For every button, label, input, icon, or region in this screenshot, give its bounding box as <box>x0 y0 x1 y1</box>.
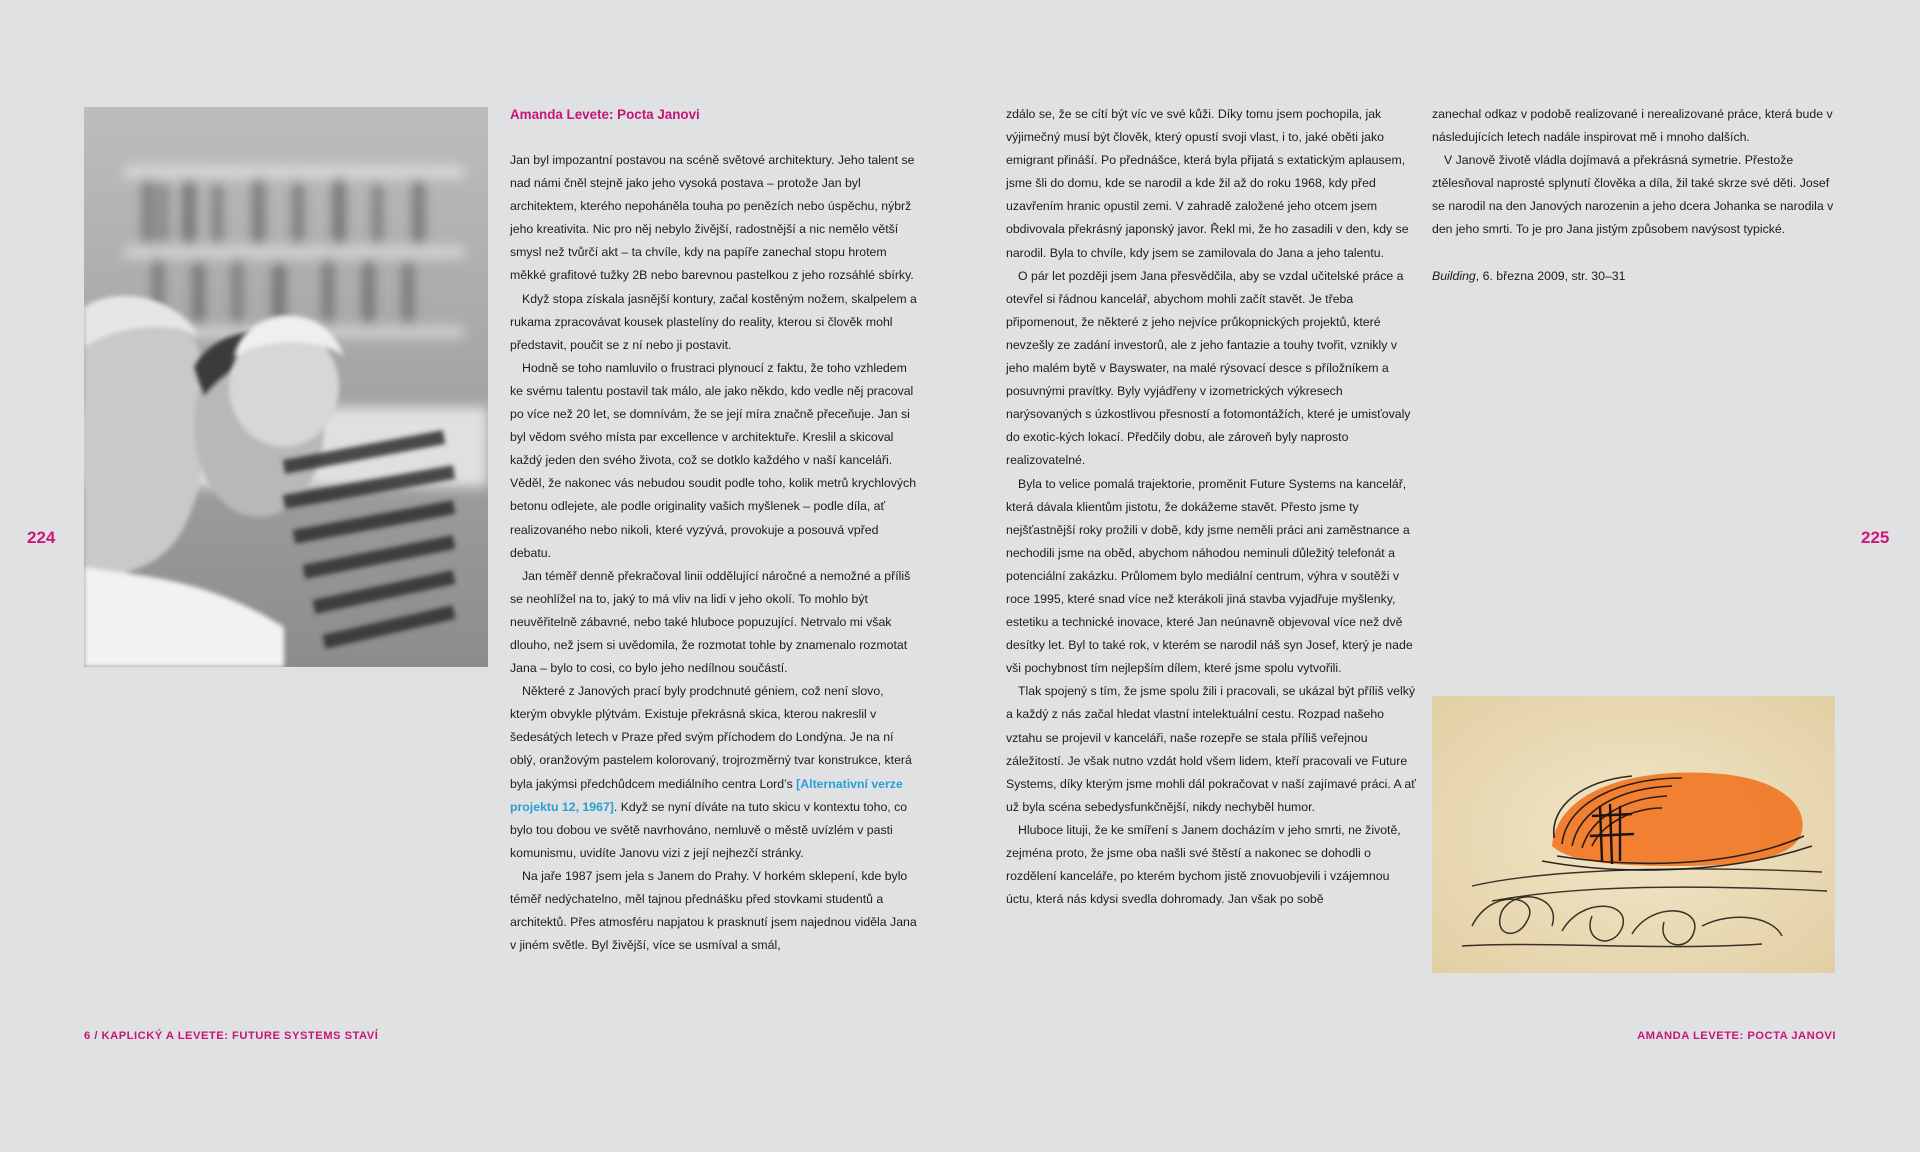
project-cross-reference-link[interactable]: [Alternativní verze projektu 12, 1967] <box>510 776 903 814</box>
source-details: , 6. března 2009, str. 30–31 <box>1475 268 1626 283</box>
paragraph <box>510 680 920 865</box>
page-number-left: 224 <box>27 528 56 547</box>
source-title: Building <box>1432 268 1476 283</box>
paragraph: Hluboce lituji, že ke smíření s Janem docházím v jeho smrti, ne životě, zejména proto, že jsme oba našli své štěstí a nakonec se dohodli o rozdělení kanceláře, po kterém bychom jistě znovuobjevili i vzájemnou úctu, která nás kdysi svedla dohromady. Jan však po sobě <box>1006 822 1401 907</box>
text-column-3 <box>1432 103 1842 288</box>
paragraph: Tlak spojený s tím, že jsme spolu žili i pracovali, se ukázal být příliš velký a každý z nás začal hledat vlastní intelektuální cestu. Rozpad našeho vztahu se projevil v kanceláři, naše rozepře se stala příliš veřejnou záležitostí. Je však nutno vzdát hold všem lidem, kteří pracovali ve Future Systems, díky kterým jsme mohli dál pokračovat v naší zajímavé práci. A ať už byla scéna sebedysfunkčnější, nikdy nechyběl humor. <box>1006 684 1416 814</box>
paragraph-text: . Když se nyní díváte na tuto skicu v kontextu toho, co bylo tou dobou ve světě navrhováno, nemluvě o městě uvízlém v pasti komunismu, uvidíte Janovu vizi z její nejhezčí stránky. <box>510 799 908 860</box>
paragraph: O pár let později jsem Jana přesvědčila, aby se vzdal učitelské práce a otevřel si řádnou kancelář, abychom mohli začít stavět. Je třeba připomenout, že některé z jeho nejvíce průkopnických projektů, které nevzešly ze zadání investorů, ale z jeho fantazie a touhy tvořit, vznikly v jeho malém bytě v Bayswater, na malé rýsovací desce s příložníkem a posuvnými pravítky. Byly vyjádřeny v izometrických výkresech narýsovaných s úzkostlivou přesností a fotomontážích, které je umisťovaly do exotic-kých lokací. Předčily dobu, ale zároveň byly naprosto realizovatelné. <box>1006 268 1411 468</box>
paragraph: Hodně se toho namluvilo o frustraci plynoucí z faktu, že toho vzhledem ke svému talentu postavil tak málo, ale jako někdo, kdo vedle něj pracoval po více než 20 let, se domnívám, že se její míra značně přeceňuje. Jan si byl vědom svého místa par excellence v architektuře. Kreslil a skicoval každý jeden den svého života, což se dotklo každého v naší kanceláři. Věděl, že nakonec vás nebudou soudit podle toho, kolik metrů krychlových betonu odlejete, ale podle originality vašich myšlenek – podle díla, ať realizovaného nebo nikoli, které vyzývá, provokuje a posouvá vpřed debatu. <box>510 360 917 560</box>
paragraph: Na jaře 1987 jsem jela s Janem do Prahy. V horkém sklepení, kde bylo téměř nedýchatelno, měl tajnou přednášku před stovkami studentů a architektů. Přes atmosféru napjatou k prasknutí jsem najednou viděla Jana v jiném světle. Byl živější, více se usmíval a smál, <box>510 868 917 953</box>
article-title: Amanda Levete: Pocta Janovi <box>510 107 700 122</box>
paragraph: V Janově životě vládla dojímavá a překrásná symetrie. Přestože ztělesňoval naprosté splynutí člověka a díla, žil také skrze své děti. Josef se narodil na den Janových narozenin a jeho dcera Johanka se narodila v den jeho smrti. To je pro Jana jistým způsobem navýsost typické. <box>1432 153 1834 237</box>
paragraph: Když stopa získala jasnější kontury, začal kostěným nožem, skalpelem a rukama zpracovávat kousek plastelíny do reality, kterou si člověk mohl představit, poučit se z ní nebo ji postavit. <box>510 291 917 352</box>
paragraph: zdálo se, že se cítí být víc ve své kůži. Díky tomu jsem pochopila, jak výjimečný musí být člověk, který opustí svoji vlast, i to, jaké oběti jako emigrant přináší. Po přednášce, která byla přijatá s extatickým aplausem, jsme šli do domu, kde se narodil a kde žil až do roku 1968, kdy před uzavřením hranic opustil zemi. V zahradě založené jeho otcem jsem obdivovala překrásný japonský javor. Řekl mi, že ho zasadili v den, kdy se narodil. Byla to chvíle, kdy jsem se zamilovala do Jana a jeho talentu. <box>1006 107 1409 260</box>
page-number-right: 225 <box>1861 528 1890 547</box>
text-column-2 <box>1006 103 1416 911</box>
orange-shape-sketch <box>1432 696 1835 973</box>
footer-left-running-title: 6 / KAPLICKÝ A LEVETE: FUTURE SYSTEMS STAVÍ <box>84 1030 379 1042</box>
paragraph: zanechal odkaz v podobě realizované i nerealizované práce, která bude v následujících letech nadále inspirovat mě i mnoho dalších. <box>1432 107 1833 145</box>
portrait-photo <box>84 107 488 667</box>
text-column-1 <box>510 103 920 957</box>
paragraph: Jan byl impozantní postavou na scéně světové architektury. Jeho talent se nad námi čněl stejně jako jeho vysoká postava – protože Jan byl architektem, kterého nepoháněla touha po penězích nebo úspěchu, nýbrž jeho kreativita. Nic pro něj nebylo živější, radostnější a nic nemělo větší smysl než tvůrčí akt – ta chvíle, kdy na papíře zanechal stopu hrotem měkké grafitové tužky 2B nebo barevnou pastelkou z jeho rozsáhlé sbírky. <box>510 153 915 283</box>
paragraph-text: Některé z Janových prací byly prodchnuté géniem, což není slovo, kterým obvykle plýtvám. Existuje překrásná skica, kterou nakreslil v šedesátých letech v Praze před svým příchodem do Londýna. Je na ní oblý, oranžovým pastelem kolorovaný, trojrozměrný tvar konstrukce, která byla jakýmsi předchůdcem mediálního centra Lord’s <box>510 684 912 791</box>
footer-right-running-title: AMANDA LEVETE: POCTA JANOVI <box>1637 1030 1836 1042</box>
paragraph: Jan téměř denně překračoval linii oddělující náročné a nemožné a příliš se neohlížel na to, jaký to má vliv na lidi v jeho okolí. To mohlo být neuvěřitelně zábavné, nebo také hluboce popuzující. Netrvalo mi však dlouho, než jsem si uvědomila, že rozmotat tohle by znamenalo rozmotat Jana – bylo to cosi, co bylo jeho nedílnou součástí. <box>510 568 911 676</box>
source-citation <box>1432 265 1842 288</box>
paragraph: Byla to velice pomalá trajektorie, proměnit Future Systems na kancelář, která dávala klientům jistotu, že dokážeme stavět. Přesto jsme ty nejšťastnější roky prožili v době, kdy jsme neměli práci ani zaměstnance a nechodili jsme na oběd, abychom náhodou neminuli důležitý telefonát a potenciální zakázku. Průlomem bylo mediální centrum, výhra v soutěži v roce 1995, které snad více než kterákoli jiná stavba vyjadřuje myšlenky, estetiku a technické inovace, které Jan neúnavně objevoval více než dvě desítky let. Byl to také rok, v kterém se narodil náš syn Josef, který je nade vši pochybnost tím nejlepším dílem, které jsme spolu vytvořili. <box>1006 476 1413 676</box>
